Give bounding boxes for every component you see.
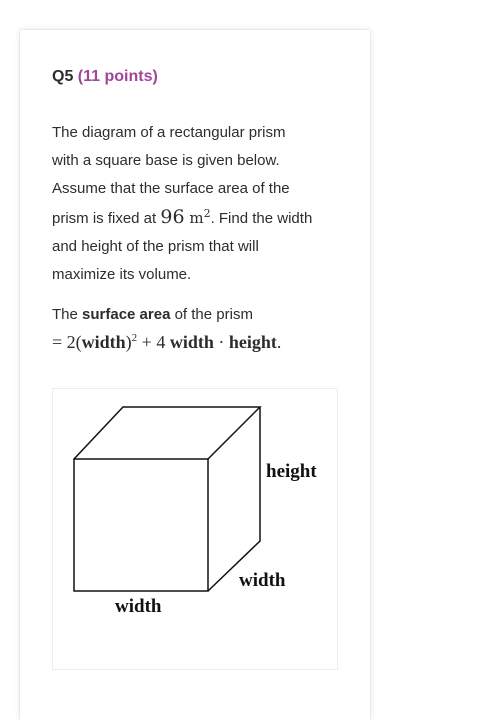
question-points: (11 points) [77,68,158,85]
problem-line-4-post: . Find the width [210,210,313,227]
formula-exponent: 2 [131,332,138,344]
surface-area-unit-exponent: 2 [203,207,211,220]
problem-line-6: maximize its volume. [52,266,192,283]
problem-statement [52,119,348,289]
surface-area-outro: of the prism [170,306,253,323]
diagram-label-width-bottom: width [115,596,162,617]
surface-area-value: 96 [160,206,185,228]
diagram-label-width-side: width [239,570,286,591]
surface-area-intro: The [52,306,83,323]
formula-plus: + 4 [137,332,170,352]
surface-area-intro-line [52,301,352,329]
question-number: Q5 [52,68,74,85]
formula-height: height [228,332,277,352]
problem-line-5: and height of the prism that will [52,238,259,255]
formula-period: . [276,332,282,352]
prism-diagram [52,388,338,670]
surface-area-unit: m [184,209,204,227]
formula-width: width [81,332,126,352]
prism-side-face [208,407,260,591]
problem-line-4-pre: prism is fixed at [52,210,161,227]
problem-line-1: The diagram of a rectangular prism [52,124,286,141]
prism-top-face [74,407,260,459]
problem-line-2: with a square base is given below. [52,152,280,169]
formula-dot: · [213,332,229,352]
formula-close-paren: ) [125,332,132,352]
surface-area-definition [52,301,352,355]
problem-line-3: Assume that the surface area of the [52,180,290,197]
diagram-label-height: height [266,461,317,482]
surface-area-formula [52,329,352,355]
problem-line-4 [52,203,348,233]
prism-front-face [74,459,208,591]
surface-area-term: surface area [82,306,171,323]
formula-width-2: width [169,332,214,352]
question-card [20,30,370,720]
prism-drawing [53,389,337,669]
question-header [52,68,158,86]
formula-pre: = 2( [52,332,82,352]
